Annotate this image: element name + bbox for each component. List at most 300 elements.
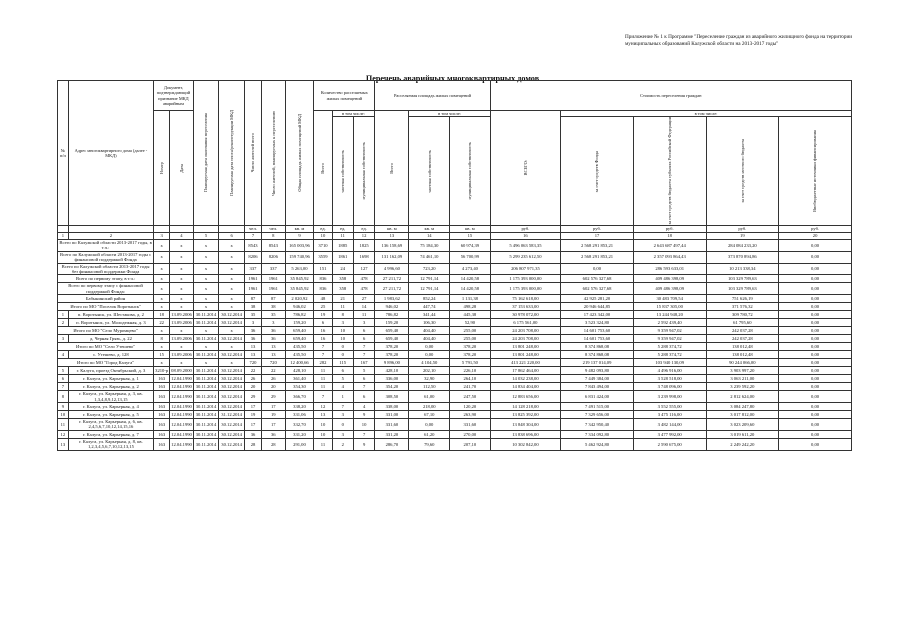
- data-cell: 404,40: [409, 327, 450, 335]
- data-cell: 7 491 515,00: [561, 403, 634, 411]
- data-cell: x: [193, 251, 219, 263]
- data-cell: 0,00: [779, 359, 852, 367]
- data-cell: 16: [314, 327, 332, 335]
- data-cell: 1961: [262, 283, 286, 295]
- data-cell: 75 162 618,00: [490, 295, 561, 303]
- data-cell: 112,50: [409, 383, 450, 391]
- data-cell: 30.11.2014: [193, 383, 219, 391]
- data-cell: 2 357 093 864,43: [633, 251, 706, 263]
- data-cell: 103 940 130,09: [633, 359, 706, 367]
- col-rooms-mun: муниципальная собственность: [353, 117, 374, 226]
- col-cost-extra: Внебюджетные источники финансирования: [779, 117, 852, 226]
- row-address: г. Калуга, ул. Карьерная, д. 4: [68, 403, 153, 411]
- data-cell: 14 420,58: [450, 275, 491, 283]
- data-cell: 659,40: [285, 335, 314, 343]
- data-cell: 3 063 211,00: [706, 375, 779, 383]
- row-number: 9: [58, 403, 69, 411]
- data-cell: 7: [314, 343, 332, 351]
- data-cell: 5 462 924,80: [561, 438, 634, 450]
- data-cell: 36: [262, 327, 286, 335]
- data-cell: 0,00: [779, 295, 852, 303]
- data-cell: 337: [262, 263, 286, 275]
- data-cell: 0,00: [779, 343, 852, 351]
- data-cell: 409 486 398,09: [633, 283, 706, 295]
- data-cell: 3 084 247,80: [706, 403, 779, 411]
- data-cell: x: [154, 295, 170, 303]
- data-cell: 26: [262, 375, 286, 383]
- data-cell: 478: [353, 275, 374, 283]
- data-cell: 0,00: [561, 263, 634, 275]
- data-cell: 331,60: [375, 419, 409, 431]
- data-cell: 30 483 709,54: [633, 295, 706, 303]
- data-cell: 30.12.2014: [219, 438, 245, 450]
- data-cell: 87: [262, 295, 286, 303]
- data-cell: 12.04.1990: [171, 431, 192, 437]
- table-row: [58, 367, 852, 375]
- table-body: [58, 239, 852, 450]
- data-cell: x: [170, 263, 194, 275]
- data-cell: 3: [332, 319, 353, 327]
- data-cell: 404,40: [409, 335, 450, 343]
- data-cell: 08.09.2000: [171, 367, 192, 373]
- unit-cell: руб.: [633, 225, 706, 232]
- emergency-buildings-table: [57, 80, 852, 451]
- data-cell: 13.09.2006: [171, 351, 192, 357]
- data-cell: x: [193, 275, 219, 283]
- data-cell: 12 883 656,00: [490, 391, 561, 403]
- data-cell: 17: [262, 419, 286, 431]
- unit-cell: [58, 225, 69, 232]
- row-label: Бабынинский район: [58, 295, 154, 303]
- row-address: п. Воротынск, ул. Шестакова, д. 2: [68, 311, 153, 319]
- data-cell: 3: [353, 319, 374, 327]
- data-cell: x: [219, 263, 245, 275]
- data-cell: 3: [244, 319, 261, 327]
- data-cell: 786,82: [285, 311, 314, 319]
- data-cell: 0,00: [409, 419, 450, 431]
- data-cell: 8 374 868,08: [561, 343, 634, 351]
- data-cell: 30.11.2014: [193, 319, 219, 327]
- data-cell: x: [219, 239, 245, 251]
- data-cell: 1: [332, 391, 353, 403]
- data-cell: 0,00: [779, 391, 852, 403]
- data-cell: 163: [154, 419, 170, 431]
- column-number-cell: 1: [58, 232, 69, 239]
- data-cell: 30.12.2014: [219, 319, 245, 327]
- data-cell: 127: [353, 263, 374, 275]
- data-cell: 11: [314, 438, 332, 450]
- data-cell: 13 244 948,20: [633, 311, 706, 319]
- data-cell: 11: [332, 303, 353, 311]
- column-number-cell: 18: [633, 232, 706, 239]
- data-cell: 67,10: [409, 411, 450, 419]
- data-cell: 6: [353, 391, 374, 403]
- data-cell: x: [193, 359, 219, 367]
- data-cell: 30.11.2014: [193, 375, 219, 383]
- data-cell: 42 925 281,20: [561, 295, 634, 303]
- data-cell: 14 601 753,60: [561, 335, 634, 343]
- data-cell: 167: [353, 359, 374, 367]
- data-cell: 12.04.1990: [171, 383, 192, 389]
- data-cell: 7 334 092,80: [561, 430, 634, 438]
- row-address: п. Воротынск, ул. Молодежная, д. 3: [68, 319, 153, 327]
- data-cell: 159,20: [285, 319, 314, 327]
- col-area: Общая площадь жилых помещений МКД: [285, 81, 314, 226]
- data-cell: 0,00: [779, 430, 852, 438]
- data-cell: 247,50: [450, 391, 491, 403]
- data-cell: 79,60: [409, 438, 450, 450]
- data-cell: 6: [332, 367, 353, 375]
- data-cell: 18: [154, 311, 170, 319]
- col-cost: Стоимость переселения граждан: [490, 81, 851, 111]
- table-row: [58, 383, 852, 391]
- data-cell: 219 137 014,09: [561, 359, 634, 367]
- data-cell: 5: [353, 367, 374, 375]
- data-cell: 286,70: [375, 438, 409, 450]
- data-cell: 10 302 842,00: [490, 438, 561, 450]
- data-cell: 3 528 518,00: [633, 375, 706, 383]
- row-label: Итого по МО "Поселок Воротынск": [58, 303, 154, 311]
- column-number-cell: 15: [450, 232, 491, 239]
- data-cell: 5: [332, 375, 353, 383]
- data-cell: 32,90: [409, 375, 450, 383]
- subtotal-row: [58, 343, 852, 351]
- data-cell: 3 523 324,80: [561, 319, 634, 327]
- table-row: [58, 351, 852, 359]
- data-cell: 720: [262, 359, 286, 367]
- data-cell: 30.11.2014: [193, 391, 219, 403]
- data-cell: 9 359 947,02: [633, 335, 706, 343]
- data-cell: 131 162,09: [375, 251, 409, 263]
- row-address: г. Калуга, ул. Карьерная, д. 1: [68, 375, 153, 383]
- data-cell: 786,82: [375, 311, 409, 319]
- data-cell: 7: [332, 403, 353, 411]
- data-cell: 371 576,32: [706, 303, 779, 311]
- data-cell: 16: [314, 335, 332, 343]
- col-area-mun: муниципальная собственность: [450, 117, 491, 226]
- table-row: [58, 335, 852, 343]
- col-num: № п/п: [58, 81, 69, 226]
- col-plan-demol: Планируемая дата сноса/реконструкции МКД: [219, 81, 245, 226]
- data-cell: 13.09.2006: [171, 335, 192, 341]
- row-label: Всего по Калужской области 2013-2017 годы, в т.ч.:: [59, 239, 152, 251]
- data-cell: 10: [314, 419, 332, 431]
- data-cell: x: [170, 239, 194, 251]
- data-cell: 435,50: [285, 351, 314, 359]
- data-cell: 1 983,62: [375, 295, 409, 303]
- data-cell: 946,02: [285, 303, 314, 311]
- data-cell: 366,70: [285, 391, 314, 403]
- data-cell: 35 845,92: [285, 275, 314, 283]
- data-cell: 282: [314, 359, 332, 367]
- data-cell: 35 845,92: [285, 283, 314, 295]
- data-cell: 30.11.2014: [193, 335, 219, 343]
- data-cell: 3 903 997,20: [706, 367, 779, 375]
- data-cell: 8: [332, 311, 353, 319]
- data-cell: 331,60: [450, 419, 491, 431]
- data-cell: x: [154, 327, 170, 335]
- data-cell: 428,10: [375, 367, 409, 375]
- table-row: [58, 411, 852, 419]
- data-cell: 3: [332, 430, 353, 438]
- data-cell: 61,00: [409, 391, 450, 403]
- data-cell: 373 870 894,86: [706, 251, 779, 263]
- column-number-cell: 4: [170, 232, 194, 239]
- data-cell: 3 477 992,00: [633, 430, 706, 438]
- data-cell: 13.09.2006: [171, 311, 192, 317]
- data-cell: 30.12.2014: [219, 403, 245, 411]
- data-cell: 35: [244, 311, 261, 319]
- data-cell: 30.12.2014: [219, 375, 245, 383]
- data-cell: 0,00: [409, 351, 450, 359]
- data-cell: 10 213 338,34: [706, 263, 779, 275]
- data-cell: 207,10: [450, 438, 491, 450]
- data-cell: 19: [244, 411, 261, 419]
- data-cell: 27 211,72: [375, 283, 409, 295]
- data-cell: 0,00: [779, 383, 852, 391]
- col-rooms: Количество расселяемых жилых помещений: [314, 81, 375, 111]
- table-row: [58, 419, 852, 431]
- data-cell: 8: [154, 335, 170, 343]
- data-cell: 1 175 393 000,00: [490, 283, 561, 295]
- data-cell: x: [170, 283, 194, 295]
- data-cell: 226,10: [450, 367, 491, 375]
- data-cell: 331,00: [375, 411, 409, 419]
- data-cell: 7: [353, 343, 374, 351]
- column-number-cell: 19: [706, 232, 779, 239]
- data-cell: 17: [244, 419, 261, 431]
- data-cell: 0,00: [779, 263, 852, 275]
- data-cell: 6 175 561,00: [490, 319, 561, 327]
- row-address: г. Калуга, ул. Карьерная, д. 3, кв. 1,3,4,8,9,12,13,15: [68, 391, 153, 403]
- data-cell: 30 978 072,00: [490, 311, 561, 319]
- data-cell: x: [219, 283, 245, 295]
- row-number: 13: [58, 438, 69, 450]
- column-number-row: [58, 232, 852, 239]
- data-cell: 308,50: [375, 391, 409, 403]
- data-cell: 6: [314, 319, 332, 327]
- column-number-cell: 11: [332, 232, 353, 239]
- data-cell: 10: [332, 327, 353, 335]
- unit-cell: руб.: [779, 225, 852, 232]
- data-cell: 1961: [262, 275, 286, 283]
- data-cell: x: [193, 295, 219, 303]
- row-label: Итого по МО "Город Калуга": [58, 359, 154, 367]
- data-cell: 218,00: [409, 403, 450, 411]
- data-cell: 12.04.1990: [170, 438, 194, 450]
- data-cell: x: [219, 327, 245, 335]
- data-cell: 331,06: [285, 411, 314, 419]
- data-cell: x: [154, 359, 170, 367]
- data-cell: 30.12.2014: [219, 391, 245, 403]
- col-address: Адрес многоквартирного дома (далее - МКД): [68, 81, 153, 226]
- col-res-planned: Число жителей, планируемых к переселению: [262, 81, 286, 226]
- data-cell: 159 740,96: [285, 251, 314, 263]
- data-cell: 3: [262, 319, 286, 327]
- data-cell: 6: [353, 375, 374, 383]
- data-cell: 12 791,14: [409, 275, 450, 283]
- data-cell: 0: [332, 351, 353, 359]
- data-cell: 1861: [332, 251, 353, 263]
- column-number-cell: 13: [375, 232, 409, 239]
- data-cell: 8206: [244, 251, 261, 263]
- data-cell: 7: [353, 430, 374, 438]
- data-cell: 478: [353, 283, 374, 295]
- row-label: Итого по МО "Село Муромцево": [58, 327, 154, 335]
- data-cell: 30.12.2014: [219, 351, 245, 359]
- data-cell: 28: [262, 438, 286, 450]
- data-cell: 428,10: [285, 367, 314, 375]
- data-cell: 35: [262, 311, 286, 319]
- row-label: Всего по первому этапу, в т.ч.:: [58, 275, 154, 283]
- row-address: г. Калуга, ул. Карьерная, д. 7: [68, 430, 153, 438]
- data-cell: 14 601 753,60: [561, 327, 634, 335]
- column-number-cell: 9: [285, 232, 314, 239]
- data-cell: 5 263,00: [285, 263, 314, 275]
- data-cell: 1 175 393 000,00: [490, 275, 561, 283]
- data-cell: 30.12.2014: [219, 335, 245, 343]
- data-cell: 9: [353, 411, 374, 419]
- data-cell: 2 590 675,00: [633, 438, 706, 450]
- data-cell: 378,20: [375, 343, 409, 351]
- data-cell: 0,00: [779, 283, 852, 295]
- data-cell: 87: [244, 295, 261, 303]
- data-cell: 165 003,96: [285, 239, 314, 251]
- column-number-cell: 20: [779, 232, 852, 239]
- data-cell: 151: [314, 263, 332, 275]
- data-cell: 3710: [314, 239, 332, 251]
- data-cell: 17: [244, 403, 261, 411]
- data-cell: 163: [154, 403, 170, 411]
- data-cell: 52,90: [450, 319, 491, 327]
- table-row: [58, 391, 852, 403]
- data-cell: 2 568 291 853,21: [561, 239, 634, 251]
- data-cell: 11: [314, 383, 332, 391]
- data-cell: 7 449 384,00: [561, 375, 634, 383]
- data-cell: 354,20: [375, 383, 409, 391]
- data-cell: 30.12.2014: [219, 383, 245, 391]
- data-cell: 20 946 644,85: [561, 303, 634, 311]
- data-cell: 264,10: [450, 375, 491, 383]
- data-cell: 17: [262, 403, 286, 411]
- data-cell: 9: [353, 438, 374, 450]
- data-cell: 8543: [262, 239, 286, 251]
- data-cell: 12.04.1990: [171, 403, 192, 409]
- data-cell: 103 329 789,63: [706, 283, 779, 295]
- row-label: Итого по МО "Село Утешево": [58, 343, 154, 351]
- data-cell: 13.09.2006: [171, 319, 192, 325]
- data-cell: 0,00: [779, 319, 852, 327]
- row-address: г. Калуга, ул. Карьерная, д. 2: [68, 383, 153, 391]
- column-number-cell: 10: [314, 232, 332, 239]
- row-label: Всего по Калужской области 2013-2017 годы без финансовой поддержки Фонда: [58, 263, 154, 275]
- data-cell: 0,00: [779, 411, 852, 419]
- data-cell: 3 023 209,60: [706, 419, 779, 431]
- data-cell: 48: [314, 295, 332, 303]
- data-cell: 13 838 696,00: [490, 430, 561, 438]
- data-cell: 255,00: [450, 335, 491, 343]
- data-cell: 284 084 233,20: [706, 239, 779, 251]
- data-cell: 206 807 971,35: [490, 263, 561, 275]
- data-cell: x: [154, 303, 170, 311]
- subtotal-row: [58, 283, 852, 295]
- data-cell: 2 020,92: [285, 295, 314, 303]
- data-cell: 5 496 063 583,35: [490, 239, 561, 251]
- row-number: 8: [58, 391, 69, 403]
- unit-cell: кв. м: [450, 225, 491, 232]
- data-cell: 338,20: [285, 403, 314, 411]
- data-cell: 4 996,60: [375, 263, 409, 275]
- data-cell: 29: [262, 391, 286, 403]
- data-cell: 60 974,39: [450, 239, 491, 251]
- data-cell: 24 203 708,00: [490, 335, 561, 343]
- data-cell: x: [193, 263, 219, 275]
- data-cell: 10: [353, 419, 374, 431]
- data-cell: 242 037,28: [706, 335, 779, 343]
- column-number-cell: 7: [244, 232, 261, 239]
- data-cell: x: [170, 303, 194, 311]
- row-number: 1: [58, 311, 69, 319]
- unit-cell: ед.: [332, 225, 353, 232]
- data-cell: 659,40: [375, 327, 409, 335]
- data-cell: x: [154, 263, 170, 275]
- column-number-cell: 8: [262, 232, 286, 239]
- column-number-cell: 12: [353, 232, 374, 239]
- subtotal-row: [58, 239, 852, 251]
- data-cell: 36: [244, 327, 261, 335]
- row-address: г. Калуга, ул. Карьерная, д. 8, кв. 1,2,3,4,5,6,7,10,12,13,15: [68, 438, 153, 450]
- column-number-cell: 14: [409, 232, 450, 239]
- data-cell: 751 626,19: [706, 295, 779, 303]
- row-number: 2: [58, 319, 69, 327]
- data-cell: 8206: [262, 251, 286, 263]
- data-cell: 354,30: [285, 383, 314, 391]
- data-cell: x: [154, 275, 170, 283]
- data-cell: 2 249 242,20: [706, 438, 779, 450]
- data-cell: 14: [353, 303, 374, 311]
- unit-cell: [170, 225, 194, 232]
- data-cell: 163: [154, 375, 170, 383]
- data-cell: 24: [332, 263, 353, 275]
- row-number: 7: [58, 383, 69, 391]
- data-cell: 7 843 494,00: [561, 383, 634, 391]
- data-cell: 14 128 218,00: [490, 403, 561, 411]
- column-number-cell: 16: [490, 232, 561, 239]
- data-cell: 24 203 708,00: [490, 327, 561, 335]
- data-cell: 0,00: [779, 419, 852, 431]
- data-cell: 30.12.2014: [219, 430, 245, 438]
- data-cell: 0,00: [779, 367, 852, 375]
- data-cell: 7 342 950,40: [561, 419, 634, 431]
- column-number-cell: 17: [561, 232, 634, 239]
- data-cell: 14 032 238,00: [490, 375, 561, 383]
- data-cell: 4 104,50: [409, 359, 450, 367]
- col-area-reset: Расселяемая площадь жилых помещений: [375, 81, 490, 111]
- data-cell: 0,00: [779, 403, 852, 411]
- data-cell: 659,40: [375, 335, 409, 343]
- data-cell: 0,00: [779, 438, 852, 450]
- data-cell: 358: [332, 283, 353, 295]
- data-cell: 6 831 424,00: [561, 391, 634, 403]
- data-cell: 331,20: [285, 430, 314, 438]
- data-cell: 14 420,58: [450, 283, 491, 295]
- col-rooms-total: Всего: [314, 111, 332, 226]
- unit-cell: [193, 225, 219, 232]
- data-cell: 13: [262, 351, 286, 359]
- data-cell: 331,20: [375, 430, 409, 438]
- data-cell: 0,00: [779, 275, 852, 283]
- col-cost-total: ВСЕГО:: [490, 111, 561, 226]
